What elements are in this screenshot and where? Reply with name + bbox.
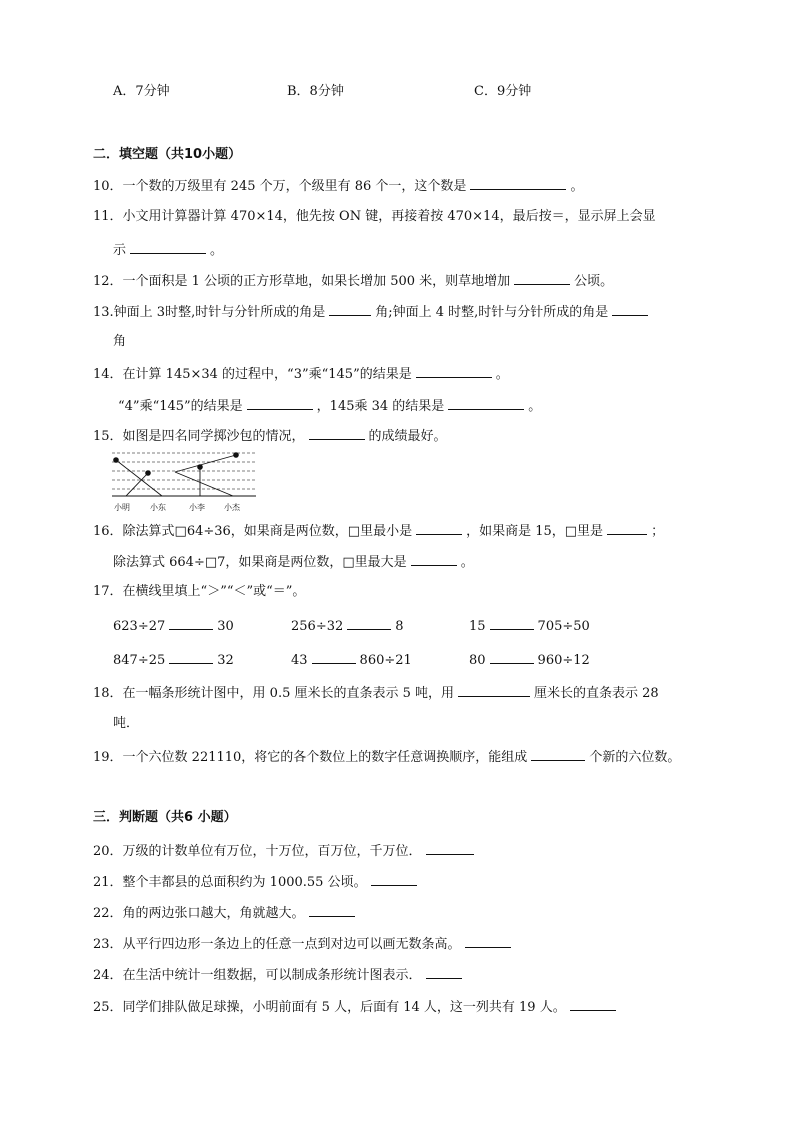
- name-label-xiaoli: 小李: [189, 503, 205, 512]
- q14-text-3: ，145乘 34 的结果是: [316, 399, 445, 414]
- compare-right: 960÷12: [537, 653, 590, 668]
- q11-tail: 。: [210, 243, 224, 258]
- compare-right: 860÷21: [359, 653, 412, 668]
- question-20: [93, 842, 478, 860]
- q16-text-3: 除法算式 664÷□7，如果商是两位数，□里最大是: [113, 555, 407, 570]
- q14-text: 14．在计算 145×34 的过程中，“3”乘“145”的结果是: [93, 367, 412, 382]
- name-label-xiaojie: 小杰: [224, 503, 240, 512]
- compare-left: 80: [469, 653, 486, 668]
- compare-left: 15: [469, 619, 486, 634]
- q23-text: 23．从平行四边形一条边上的任意一点到对边可以画无数条高。: [93, 937, 461, 952]
- question-16: [93, 522, 664, 540]
- answer-blank[interactable]: [490, 651, 534, 664]
- q11-text-cont: 示: [113, 243, 127, 258]
- answer-blank[interactable]: [329, 303, 371, 316]
- q11-text: 11．小文用计算器计算 470×14，他先按 ON 键，再接着按 470×14，最后按＝，显示屏上会显: [93, 209, 656, 224]
- q15-tail: 的成绩最好。: [368, 429, 447, 444]
- answer-blank[interactable]: [458, 684, 530, 697]
- answer-blank[interactable]: [465, 935, 511, 948]
- compare-right: 32: [217, 653, 234, 668]
- compare-item: [113, 651, 234, 669]
- compare-item: [113, 617, 234, 635]
- question-10: [93, 177, 583, 195]
- answer-blank[interactable]: [490, 617, 534, 630]
- answer-blank[interactable]: [312, 651, 356, 664]
- question-21: [93, 873, 421, 891]
- question-16-cont: [113, 553, 474, 571]
- answer-blank[interactable]: [416, 365, 492, 378]
- answer-blank[interactable]: [612, 303, 648, 316]
- name-label-xiaodong: 小东: [150, 503, 166, 512]
- question-14-cont: [118, 397, 541, 415]
- answer-blank[interactable]: [531, 748, 585, 761]
- q12-tail: 公顷。: [574, 274, 614, 289]
- question-18: [93, 684, 659, 702]
- q15-text: 15．如图是四名同学掷沙包的情况，: [93, 429, 305, 444]
- answer-blank[interactable]: [470, 177, 566, 190]
- q19-text: 19．一个六位数 221110，将它的各个数位上的数字任意调换顺序，能组成: [93, 750, 528, 765]
- q16-text-2: ，如果商是 15，□里是: [466, 524, 604, 539]
- throw-line-xiaojie: [175, 472, 233, 496]
- q14-tail: 。: [495, 367, 509, 382]
- q24-text: 24．在生活中统计一组数据，可以制成条形统计图表示．: [93, 968, 422, 983]
- answer-blank[interactable]: [247, 397, 313, 410]
- answer-blank[interactable]: [570, 998, 616, 1011]
- q13-text: 13.钟面上 3时整,时针与分针所成的角是: [93, 305, 326, 320]
- q10-text: 10．一个数的万级里有 245 个万，个级里有 86 个一，这个数是: [93, 179, 467, 194]
- compare-left: 623÷27: [113, 619, 166, 634]
- question-23: [93, 935, 515, 953]
- name-label-xiaoming: 小明: [114, 503, 130, 512]
- question-14: [93, 365, 509, 383]
- q18-text-2: 厘米长的直条表示 28: [534, 686, 659, 701]
- answer-blank[interactable]: [426, 966, 462, 979]
- answer-blank[interactable]: [371, 873, 417, 886]
- answer-blank[interactable]: [309, 427, 365, 440]
- q10-tail: 。: [570, 179, 584, 194]
- question-13: [93, 303, 652, 321]
- answer-blank[interactable]: [607, 522, 647, 535]
- q16-semicolon: ；: [651, 524, 665, 539]
- answer-blank[interactable]: [169, 617, 213, 630]
- compare-item: [469, 617, 590, 635]
- q16-text: 16．除法算式□64÷36，如果商是两位数，□里最小是: [93, 524, 413, 539]
- question-25: [93, 998, 620, 1016]
- q16-tail: 。: [460, 555, 474, 570]
- question-15: [93, 427, 447, 445]
- q14-tail-2: 。: [528, 399, 542, 414]
- compare-left: 847÷25: [113, 653, 166, 668]
- q25-text: 25．同学们排队做足球操，小明前面有 5 人，后面有 14 人，这一列共有 19 人。: [93, 1000, 566, 1015]
- sandbag-dot: [197, 464, 203, 470]
- answer-blank[interactable]: [514, 272, 570, 285]
- compare-left: 256÷32: [291, 619, 344, 634]
- answer-blank[interactable]: [411, 553, 457, 566]
- answer-blank[interactable]: [309, 904, 355, 917]
- sandbag-dot: [145, 470, 151, 476]
- compare-right: 705÷50: [537, 619, 590, 634]
- question-11: [93, 209, 656, 225]
- section-title-fill: 二．填空题（共10小题）: [93, 147, 242, 162]
- compare-right: 8: [395, 619, 404, 634]
- q13-text-2: 角;钟面上 4 时整,时针与分针所成的角是: [375, 305, 609, 320]
- q22-text: 22．角的两边张口越大，角就越大。: [93, 906, 305, 921]
- question-13-cont: 角: [113, 334, 127, 349]
- q21-text: 21．整个丰都县的总面积约为 1000.55 公顷。: [93, 875, 367, 890]
- question-24: [93, 966, 466, 984]
- question-11-cont: [113, 241, 223, 259]
- question-12: [93, 272, 613, 290]
- sandbag-dot: [113, 457, 119, 463]
- compare-item: [469, 651, 590, 669]
- choice-a: A．7分钟: [113, 84, 170, 99]
- q18-text: 18．在一幅条形统计图中，用 0.5 厘米长的直条表示 5 吨，用: [93, 686, 455, 701]
- compare-right: 30: [217, 619, 234, 634]
- answer-blank[interactable]: [130, 241, 206, 254]
- answer-blank[interactable]: [426, 842, 474, 855]
- q12-text: 12．一个面积是 1 公顷的正方形草地，如果长增加 500 米，则草地增加: [93, 274, 511, 289]
- answer-blank[interactable]: [416, 522, 462, 535]
- q14-text-2: “4”乘“145”的结果是: [118, 399, 243, 414]
- answer-blank[interactable]: [347, 617, 391, 630]
- answer-blank[interactable]: [448, 397, 524, 410]
- question-18-cont: 吨．: [113, 716, 140, 731]
- question-22: [93, 904, 359, 922]
- choice-c: C．9分钟: [474, 84, 532, 99]
- question-17-title: 17．在横线里填上“＞”“＜”或“＝”。: [93, 584, 306, 599]
- compare-item: [291, 617, 404, 635]
- answer-blank[interactable]: [169, 651, 213, 664]
- sandbag-throw-figure: [112, 448, 256, 518]
- question-19: [93, 748, 680, 766]
- q20-text: 20．万级的计数单位有万位，十万位，百万位，千万位．: [93, 844, 422, 859]
- throw-line-xiaodong: [116, 460, 162, 496]
- section-title-judge: 三．判断题（共6 小题）: [93, 810, 237, 825]
- choice-b: B．8分钟: [287, 84, 344, 99]
- q19-tail: 个新的六位数。: [589, 750, 681, 765]
- compare-left: 43: [291, 653, 308, 668]
- compare-item: [291, 651, 412, 669]
- sandbag-dot: [233, 452, 239, 458]
